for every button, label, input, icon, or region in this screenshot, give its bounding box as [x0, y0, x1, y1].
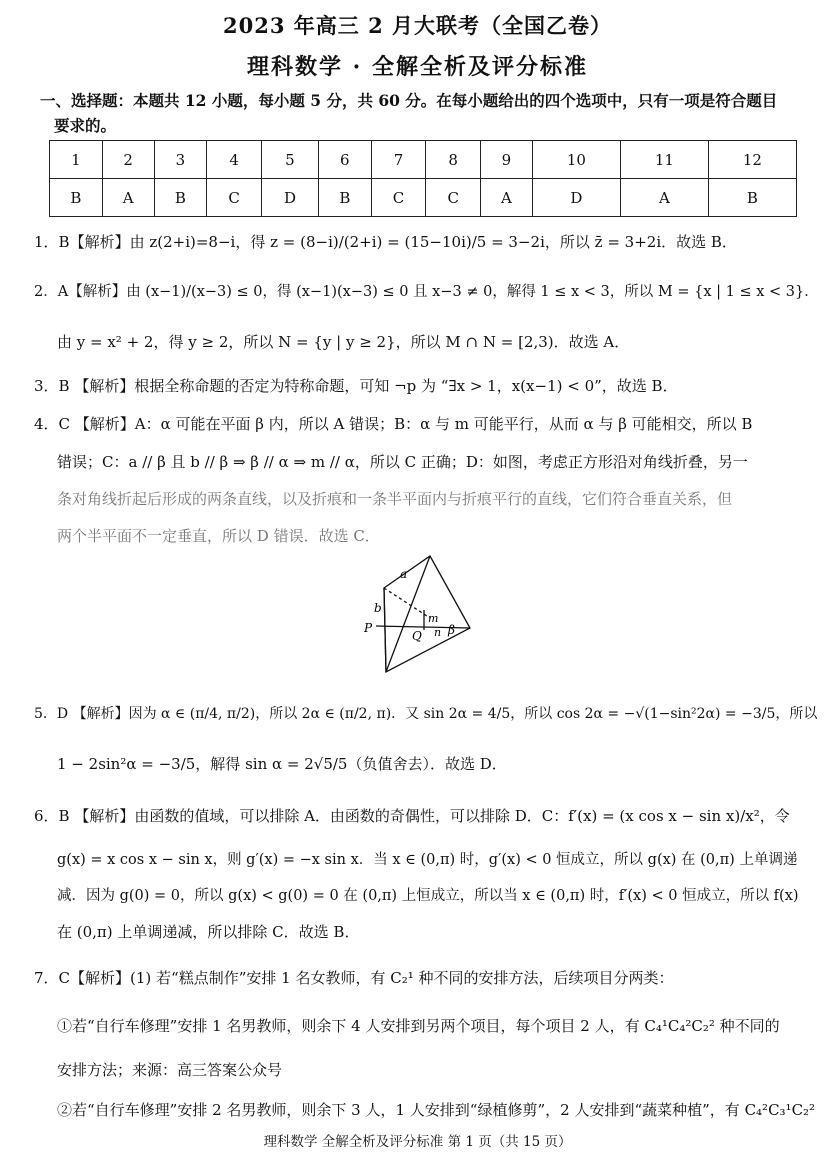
figure-label-q: Q	[412, 629, 422, 643]
table-cell: C	[426, 179, 481, 217]
answer-table	[49, 140, 797, 217]
table-cell: 8	[426, 141, 481, 179]
solution-7-line-3: 安排方法；来源：高三答案公众号	[57, 1061, 283, 1079]
table-cell: A	[481, 179, 533, 217]
solution-7-line-4: ②若“自行车修理”安排 2 名男教师，则余下 3 人，1 人安排到“绿植修剪”，2 人安排到“蔬菜种植”，有 C₄²C₃¹C₂²	[57, 1101, 816, 1119]
solution-5-line-1: 5．D 【解析】因为 α ∈ (π/4, π/2)，所以 2α ∈ (π/2, π)．又 sin 2α = 4/5，所以 cos 2α = −√(1−sin²2α) = −3/5，所以	[34, 706, 818, 722]
table-cell: 10	[532, 141, 620, 179]
table-cell: 3	[154, 141, 207, 179]
page-footer: 理科数学 全解全析及评分标准 第 1 页（共 15 页）	[263, 1134, 572, 1150]
figure-outline	[384, 556, 470, 672]
section-line-1: 一、选择题：本题共 12 小题，每小题 5 分，共 60 分。在每小题给出的四个选项中，只有一项是符合题目	[40, 91, 778, 110]
folded-square-figure	[362, 548, 474, 676]
table-cell: 5	[261, 141, 318, 179]
figure-label-p: P	[364, 621, 373, 635]
solution-2-line-1: 2．A【解析】由 (x−1)/(x−3) ≤ 0，得 (x−1)(x−3) ≤ 0 且 x−3 ≠ 0，解得 1 ≤ x < 3，所以 M = {x | 1 ≤ x < 3}．	[34, 284, 819, 300]
solution-7-line-2: ①若“自行车修理”安排 1 名男教师，则余下 4 人安排到另两个项目，每个项目 2 人，有 C₄¹C₄²C₂² 种不同的	[57, 1017, 780, 1035]
figure-label-beta: β	[448, 623, 455, 637]
table-cell: 2	[102, 141, 154, 179]
figure-crease	[376, 626, 470, 628]
solution-3: 3．B 【解析】根据全称命题的否定为特称命题，可知 ¬p 为 “∃x > 1，x(x−1) < 0”，故选 B．	[34, 377, 678, 395]
table-cell: 6	[318, 141, 371, 179]
section-heading	[40, 88, 810, 138]
table-cell: A	[102, 179, 154, 217]
figure-label-b: b	[374, 601, 382, 615]
solution-2-line-2: 由 y = x² + 2，得 y ≥ 2，所以 N = {y | y ≥ 2}，所以 M ∩ N = [2,3)．故选 A．	[57, 333, 630, 351]
table-cell: A	[620, 179, 708, 217]
page-title: 2023 年高三 2 月大联考（全国乙卷）	[223, 13, 612, 38]
answer-table-answer-row	[50, 179, 797, 217]
figure-label-n: n	[434, 626, 442, 639]
solution-4-line-2: 错误；C：a // β 且 b // β ⇒ β // α ⇒ m // α，所以 C 正确；D：如图，考虑正方形沿对角线折叠，另一	[57, 453, 748, 471]
page-subtitle: 理科数学 · 全解全析及评分标准	[247, 54, 588, 80]
answer-table-number-row	[50, 141, 797, 179]
solution-4-line-3: 条对角线折起后形成的两条直线，以及折痕和一条半平面内与折痕平行的直线，它们符合垂直关系，但	[57, 490, 733, 508]
figure-label-a: a	[400, 567, 408, 581]
solution-4-line-1: 4．C 【解析】A：α 可能在平面 β 内，所以 A 错误；B：α 与 m 可能平行，从而 α 与 β 可能相交，所以 B	[34, 415, 753, 433]
table-cell: 1	[50, 141, 103, 179]
solution-7-line-1: 7．C【解析】(1) 若“糕点制作”安排 1 名女教师，有 C₂¹ 种不同的安排方法，后续项目分两类：	[34, 969, 674, 987]
solution-6-line-3: 减．因为 g(0) = 0，所以 g(x) < g(0) = 0 在 (0,π) 上恒成立，所以当 x ∈ (0,π) 时，f′(x) < 0 恒成立，所以 f(x)	[57, 888, 799, 904]
solution-4-line-4: 两个半平面不一定垂直，所以 D 错误．故选 C．	[57, 527, 380, 545]
figure-dashed-line	[384, 588, 430, 618]
table-cell: C	[207, 179, 262, 217]
table-cell: C	[371, 179, 426, 217]
section-line-2: 要求的。	[54, 116, 117, 135]
table-cell: 12	[708, 141, 796, 179]
table-cell: 9	[481, 141, 533, 179]
table-cell: B	[154, 179, 207, 217]
table-cell: 4	[207, 141, 262, 179]
solution-6-line-4: 在 (0,π) 上单调递减，所以排除 C．故选 B．	[57, 923, 360, 941]
table-cell: D	[532, 179, 620, 217]
solution-6-line-2: g(x) = x cos x − sin x，则 g′(x) = −x sin x．当 x ∈ (0,π) 时，g′(x) < 0 恒成立，所以 g(x) 在 (0,π) 上单调递	[57, 852, 798, 868]
solution-1: 1．B【解析】由 z(2+i)=8−i，得 z = (8−i)/(2+i) = (15−10i)/5 = 3−2i，所以 z̄ = 3+2i．故选 B．	[34, 233, 737, 251]
table-cell: B	[50, 179, 103, 217]
table-cell: B	[708, 179, 796, 217]
table-cell: 7	[371, 141, 426, 179]
figure-edge	[384, 588, 386, 672]
table-cell: 11	[620, 141, 708, 179]
figure-label-m: m	[428, 612, 439, 625]
table-cell: D	[261, 179, 318, 217]
solution-5-line-2: 1 − 2sin²α = −3/5，解得 sin α = 2√5/5（负值舍去）．故选 D．	[57, 755, 507, 773]
table-cell: B	[318, 179, 371, 217]
solution-6-line-1: 6．B 【解析】由函数的值域，可以排除 A．由函数的奇偶性，可以排除 D．C：f′(x) = (x cos x − sin x)/x²，令	[34, 807, 790, 825]
